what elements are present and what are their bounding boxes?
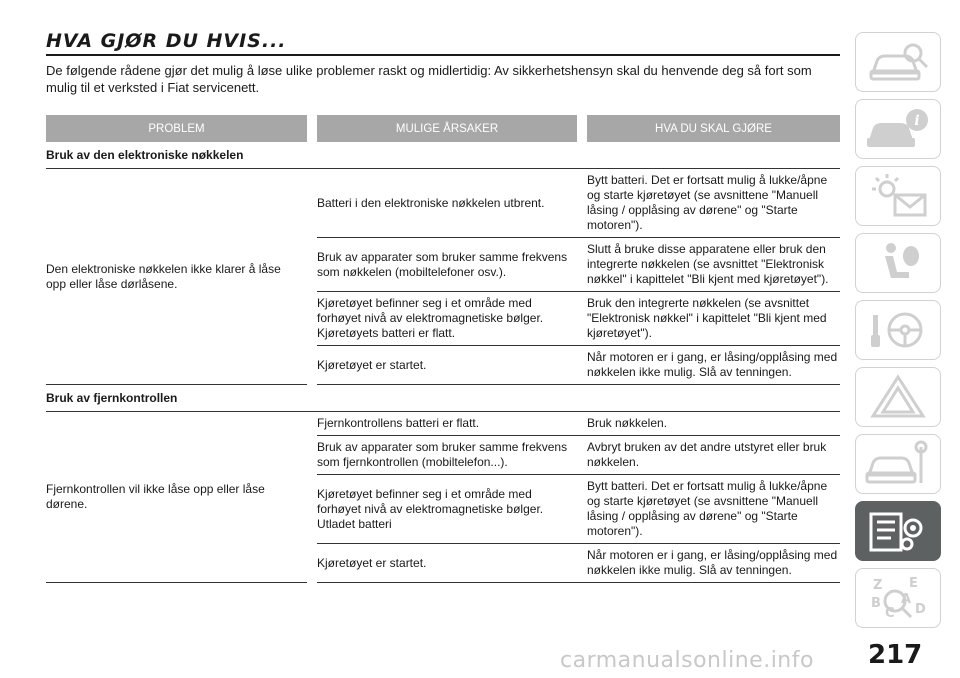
intro-paragraph: De følgende rådene gjør det mulig å løse ulike problemer raskt og midlertidig: Av sikkerhetshensyn skal du henvende deg så fort som mulig til et verksted i Fiat servicenett. — [46, 63, 812, 95]
tab-index[interactable] — [855, 568, 941, 628]
page-content — [46, 30, 840, 583]
svg-text:Z: Z — [873, 578, 883, 593]
svg-text:C: C — [885, 606, 895, 621]
cause-cell: Kjøretøyet befinner seg i et område med forhøyet nivå av elektromagnetiske bølger. Utladet batteri — [317, 475, 577, 544]
action-cell: Når motoren er i gang, er låsing/opplåsing med nøkkelen ikke mulig. Slå av tenningen. — [587, 346, 840, 385]
problem-cell: Fjernkontrollen vil ikke låse opp eller låse dørene. — [46, 412, 307, 583]
cause-cell: Kjøretøyet er startet. — [317, 544, 577, 583]
action-cell: Avbryt bruken av det andre utstyret eller bruk nøkkelen. — [587, 436, 840, 475]
action-cell: Bruk nøkkelen. — [587, 412, 840, 436]
svg-text:A: A — [901, 592, 912, 607]
car-search-icon — [863, 37, 933, 87]
action-cell: Når motoren er i gang, er låsing/opplåsing med nøkkelen ikke mulig. Slå av tenningen. — [587, 544, 840, 583]
key-steering-wheel-icon — [863, 305, 933, 355]
watermark: carmanualsonline.info — [560, 648, 814, 673]
section-heading: Bruk av fjernkontrollen — [46, 385, 840, 412]
car-info-icon — [863, 104, 933, 154]
cause-cell: Fjernkontrollens batteri er flatt. — [317, 412, 577, 436]
specifications-gear-icon — [863, 506, 933, 556]
tab-warning-lights[interactable] — [855, 166, 941, 226]
action-cell: Bytt batteri. Det er fortsatt mulig å lukke/åpne og starte kjøretøyet (se avsnittene "Manuell låsing / opplåsing av dørene" og "Starte motoren"). — [587, 169, 840, 238]
tab-car-search[interactable] — [855, 32, 941, 92]
svg-text:B: B — [871, 596, 881, 611]
page-number: 217 — [868, 640, 923, 670]
header-problem: PROBLEM — [46, 115, 307, 142]
section-heading-row — [46, 385, 840, 412]
tab-emergency[interactable] — [855, 367, 941, 427]
tab-car-info[interactable] — [855, 99, 941, 159]
seat-airbag-icon — [863, 238, 933, 288]
cause-cell: Kjøretøyet er startet. — [317, 346, 577, 385]
header-causes: MULIGE ÅRSAKER — [317, 115, 577, 142]
tab-maintenance[interactable] — [855, 434, 941, 494]
section-heading-row — [46, 142, 840, 169]
page-title: HVA GJØR DU HVIS... — [46, 30, 287, 52]
title-underline — [46, 54, 840, 56]
warning-light-message-icon — [863, 171, 933, 221]
alphabetical-index-icon — [863, 573, 933, 623]
header-action: HVA DU SKAL GJØRE — [587, 115, 840, 142]
svg-text:E: E — [909, 576, 918, 591]
troubleshooting-table — [46, 115, 840, 583]
cause-cell: Bruk av apparater som bruker samme frekvens som nøkkelen (mobiltelefoner osv.). — [317, 238, 577, 292]
cause-cell: Batteri i den elektroniske nøkkelen utbrent. — [317, 169, 577, 238]
tab-starting-driving[interactable] — [855, 300, 941, 360]
action-cell: Bytt batteri. Det er fortsatt mulig å lukke/åpne og starte kjøretøyet (se avsnittene "Manuell låsing / opplåsing av dørene" og "Starte motoren"). — [587, 475, 840, 544]
chapter-tabs — [855, 32, 939, 635]
problem-cell: Den elektroniske nøkkelen ikke klarer å låse opp eller låse dørlåsene. — [46, 169, 307, 385]
svg-text:i: i — [914, 113, 920, 129]
tab-technical-specifications[interactable] — [855, 501, 941, 561]
tab-safety[interactable] — [855, 233, 941, 293]
svg-text:D: D — [915, 602, 926, 617]
warning-triangle-icon — [863, 372, 933, 422]
action-cell: Bruk den integrerte nøkkelen (se avsnittet "Elektronisk nøkkel" i kapittelet "Bli kjent med kjøretøyet"). — [587, 292, 840, 346]
action-cell: Slutt å bruke disse apparatene eller bruk den integrerte nøkkelen (se avsnittet "Elektronisk nøkkel" i kapittelet "Bli kjent med kjøretøyet"). — [587, 238, 840, 292]
table-row — [46, 412, 840, 436]
cause-cell: Bruk av apparater som bruker samme frekvens som fjernkontrollen (mobiltelefon...). — [317, 436, 577, 475]
table-header-row — [46, 115, 840, 142]
car-wrench-icon — [863, 439, 933, 489]
table-row — [46, 169, 840, 238]
cause-cell: Kjøretøyet befinner seg i et område med forhøyet nivå av elektromagnetiske bølger. Kjøretøyets batteri er flatt. — [317, 292, 577, 346]
section-heading: Bruk av den elektroniske nøkkelen — [46, 142, 840, 169]
